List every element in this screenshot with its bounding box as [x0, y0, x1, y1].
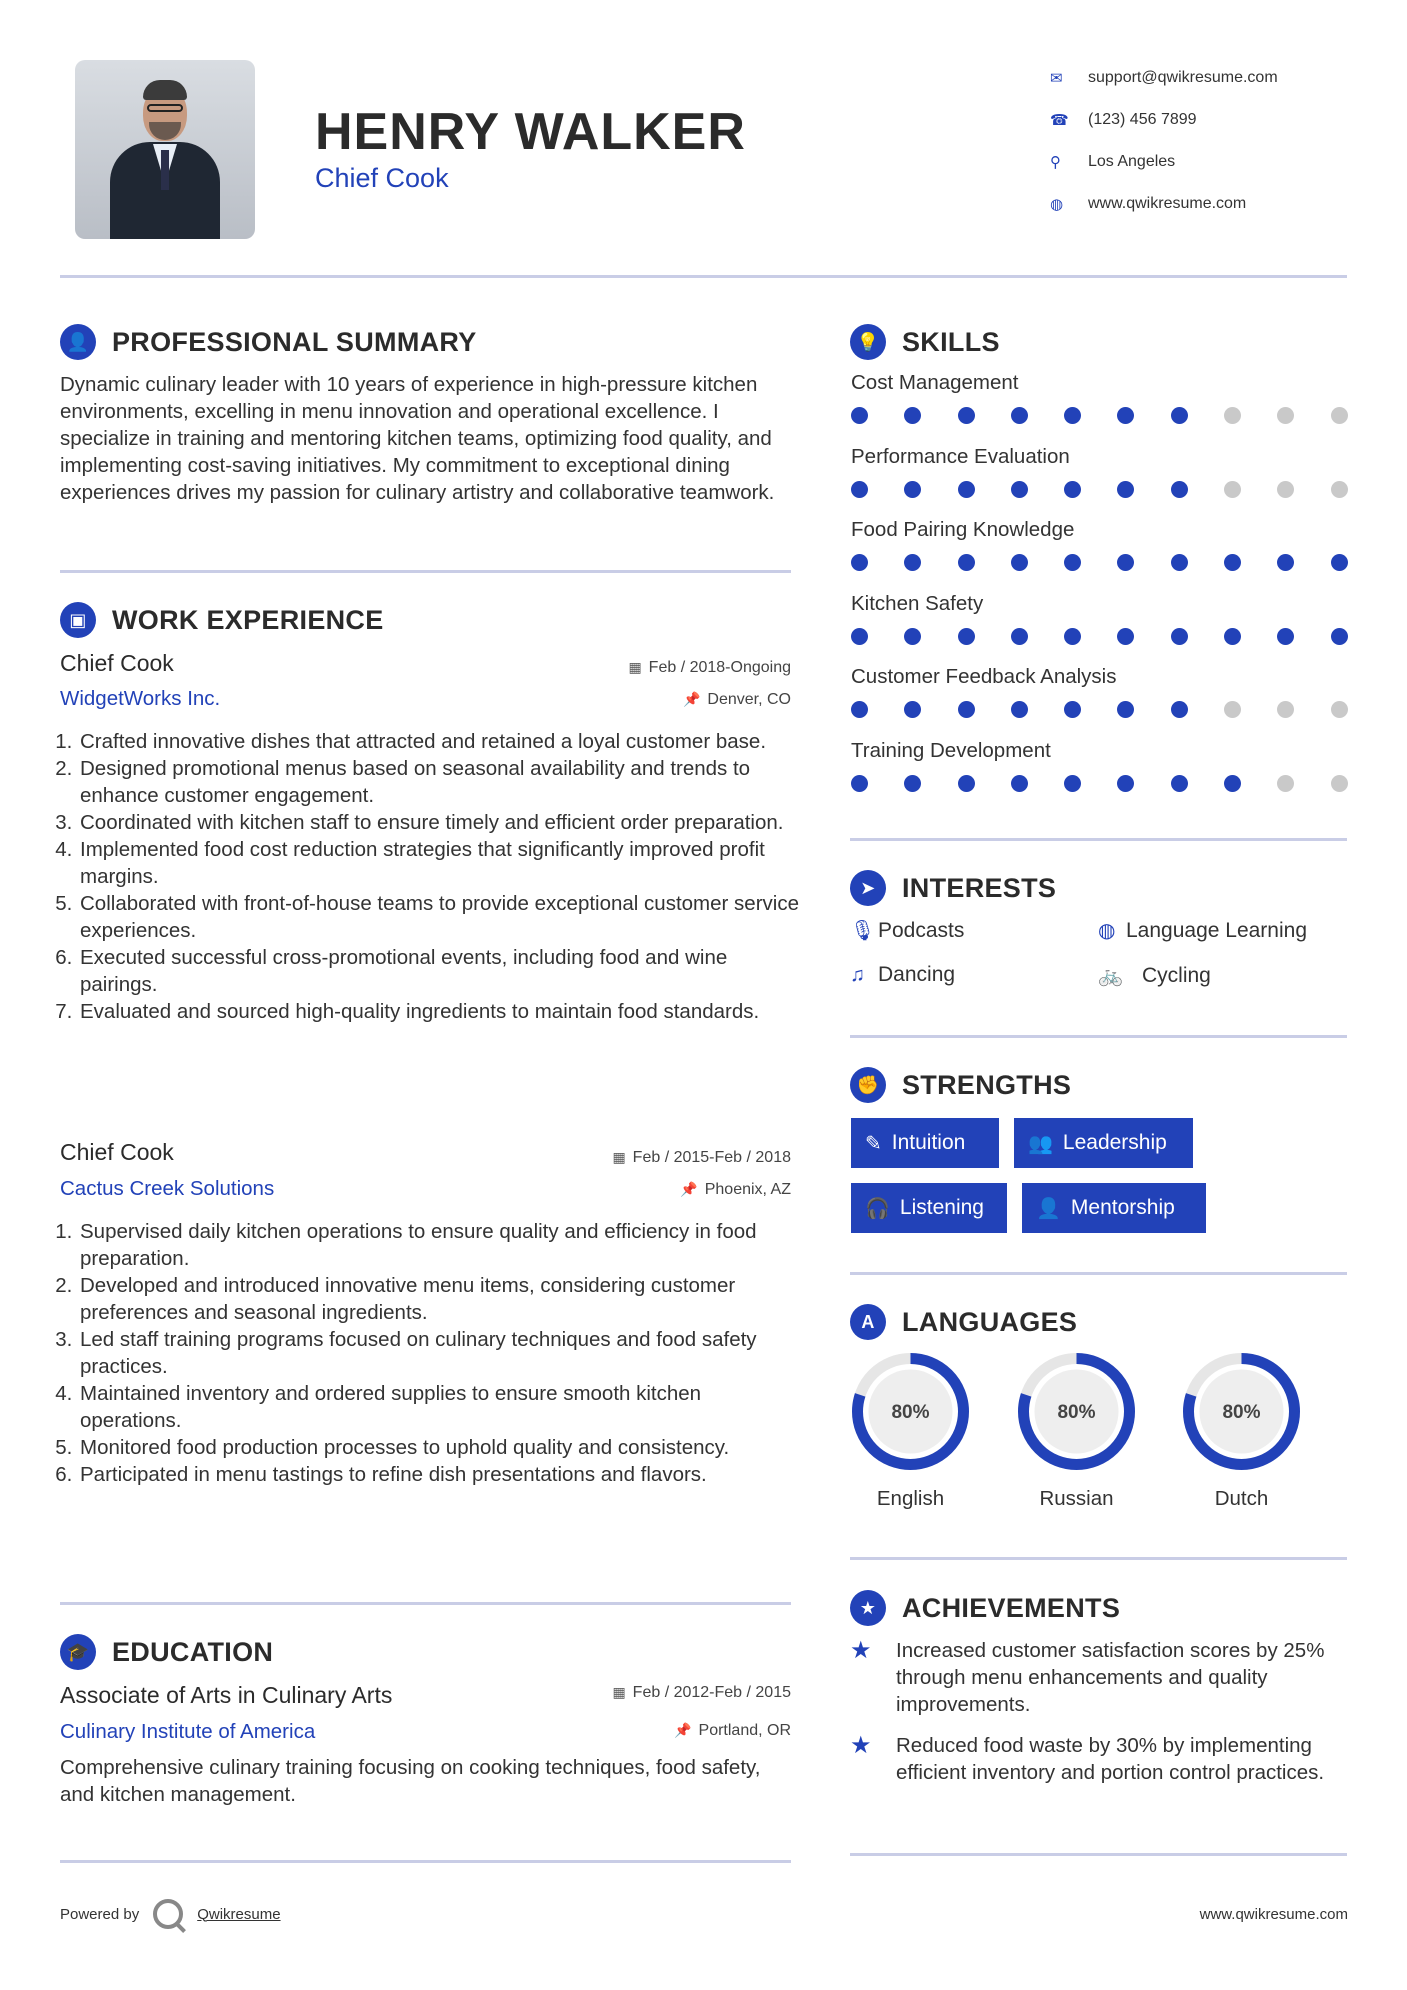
summary-heading: 👤 PROFESSIONAL SUMMARY	[60, 324, 477, 360]
headphones-icon: 🎧	[865, 1197, 890, 1220]
section-divider	[60, 1860, 791, 1863]
calendar-icon: ▦	[612, 1149, 626, 1165]
list-item: 6. Executed successful cross-promotional events, including food and wine pairings.	[78, 944, 800, 998]
achievement-item: ★ Increased customer satisfaction scores by 25% through menu enhancements and quality improvements.	[850, 1637, 1325, 1716]
rating-dot-empty	[1277, 481, 1294, 498]
qwikresume-logo-icon	[153, 1899, 183, 1929]
skill-name: Customer Feedback Analysis	[851, 665, 1117, 688]
location-pin-icon: ⚲	[1050, 154, 1061, 171]
rating-dot-filled	[1171, 701, 1188, 718]
interest-podcasts: 🎙 Podcasts	[850, 918, 965, 942]
interests-heading: ➤ INTERESTS	[850, 870, 1056, 906]
language-name: Russian	[1039, 1487, 1114, 1510]
envelope-icon: ✉	[1050, 70, 1063, 87]
rating-dot-empty	[1224, 481, 1241, 498]
list-item: 5. Collaborated with front-of-house teams to provide exceptional customer service experiences.	[78, 890, 800, 944]
education-dates: ▦ Feb / 2012-Feb / 2015	[612, 1684, 791, 1701]
list-item: 3. Led staff training programs focused on culinary techniques and food safety practices.	[78, 1326, 800, 1380]
profile-photo	[75, 60, 255, 239]
rating-dot-filled	[1331, 554, 1348, 571]
paper-plane-icon: ➤	[850, 870, 886, 906]
skill-name: Kitchen Safety	[851, 591, 984, 615]
rating-dot-filled	[904, 628, 921, 645]
rating-dot-filled	[1117, 775, 1134, 792]
graduation-icon: 🎓	[60, 1634, 96, 1670]
microphone-icon: 🎙	[850, 920, 876, 942]
pushpin-icon: 📌	[674, 1722, 692, 1738]
section-divider	[850, 1557, 1347, 1560]
skill-rating	[851, 628, 1348, 645]
skill-name: Training Development	[851, 738, 1051, 762]
strength-tag: 🎧 Listening	[851, 1183, 1007, 1233]
achievements-heading: ★ ACHIEVEMENTS	[850, 1590, 1120, 1626]
resume-header	[0, 0, 1407, 280]
achievement-item: ★ Reduced food waste by 30% by implementing efficient inventory and portion control practices.	[850, 1732, 1325, 1784]
contact-phone[interactable]: ☎ (123) 456 7899	[1050, 111, 1197, 129]
rating-dot-filled	[1064, 554, 1081, 571]
school-name: Culinary Institute of America	[60, 1720, 316, 1743]
rating-dot-filled	[1011, 554, 1028, 571]
user-icon: 👤	[60, 324, 96, 360]
rating-dot-filled	[1224, 775, 1241, 792]
header-divider	[60, 275, 1347, 278]
rating-dot-filled	[1011, 701, 1028, 718]
rating-dot-empty	[1224, 701, 1241, 718]
list-item: 4. Maintained inventory and ordered supplies to ensure smooth kitchen operations.	[78, 1380, 800, 1434]
rating-dot-filled	[1277, 554, 1294, 571]
job-dates: ▦ Feb / 2015-Feb / 2018	[612, 1149, 791, 1166]
rating-dot-filled	[904, 775, 921, 792]
job-responsibilities	[60, 1218, 800, 1488]
rating-dot-filled	[1171, 775, 1188, 792]
list-item: 2. Designed promotional menus based on seasonal availability and trends to enhance customer engagement.	[78, 755, 800, 809]
list-item: 5. Monitored food production processes to uphold quality and consistency.	[78, 1434, 800, 1461]
languages-heading: A LANGUAGES	[850, 1304, 1077, 1340]
job-location: 📌 Denver, CO	[682, 691, 791, 708]
rating-dot-filled	[1064, 701, 1081, 718]
contact-email[interactable]: ✉ support@qwikresume.com	[1050, 69, 1278, 87]
job-location: 📌 Phoenix, AZ	[680, 1181, 791, 1198]
section-divider	[850, 1853, 1347, 1856]
language-name: English	[876, 1487, 945, 1510]
list-item: 3. Coordinated with kitchen staff to ensure timely and efficient order preparation.	[78, 809, 800, 836]
list-item: 7. Evaluated and sourced high-quality ingredients to maintain food standards.	[78, 998, 800, 1025]
degree-title: Associate of Arts in Culinary Arts	[60, 1682, 393, 1708]
rating-dot-filled	[1117, 628, 1134, 645]
skills-heading: 💡 SKILLS	[850, 324, 1000, 360]
rating-dot-filled	[904, 701, 921, 718]
candidate-title: Chief Cook	[315, 163, 449, 193]
footer-url[interactable]: www.qwikresume.com	[1199, 1906, 1348, 1923]
rating-dot-filled	[1117, 407, 1134, 424]
rating-dot-filled	[1171, 628, 1188, 645]
star-icon: ★	[850, 1637, 872, 1664]
skill-name: Cost Management	[851, 371, 1019, 394]
rating-dot-filled	[1171, 554, 1188, 571]
candidate-name: HENRY WALKER	[315, 103, 746, 161]
star-badge-icon: ★	[850, 1590, 886, 1626]
education-heading: 🎓 EDUCATION	[60, 1634, 273, 1670]
rating-dot-empty	[1277, 701, 1294, 718]
language-progress-ring	[1016, 1351, 1137, 1472]
rating-dot-filled	[851, 775, 868, 792]
rating-dot-filled	[851, 481, 868, 498]
rating-dot-filled	[1117, 554, 1134, 571]
fist-icon: ✊	[850, 1067, 886, 1103]
section-divider	[60, 1602, 791, 1605]
contact-location: ⚲ Los Angeles	[1050, 153, 1176, 171]
language-percent: 80%	[891, 1402, 930, 1423]
skill-rating	[851, 775, 1348, 792]
rating-dot-filled	[904, 407, 921, 424]
list-item: 1. Crafted innovative dishes that attracted and retained a loyal customer base.	[78, 728, 800, 755]
language-progress-ring	[850, 1351, 971, 1472]
language-progress-ring	[1181, 1351, 1302, 1472]
list-item: 1. Supervised daily kitchen operations to ensure quality and efficiency in food preparation.	[78, 1218, 800, 1272]
summary-text: Dynamic culinary leader with 10 years of experience in high-pressure kitchen environments, excelling in menu innovation and operational excellence. I specialize in training and mentoring kitchen teams, optimizing food quality, and implementing cost-saving initiatives. My commitment to exceptional dining experiences drives my passion for culinary artistry and collaborative teamwork.	[60, 373, 775, 504]
rating-dot-empty	[1277, 407, 1294, 424]
rating-dot-filled	[1224, 628, 1241, 645]
strengths-heading: ✊ STRENGTHS	[850, 1067, 1071, 1103]
rating-dot-empty	[1224, 407, 1241, 424]
rating-dot-empty	[1331, 775, 1348, 792]
rating-dot-filled	[1011, 481, 1028, 498]
skill-rating	[851, 407, 1348, 424]
rating-dot-filled	[851, 701, 868, 718]
rating-dot-filled	[1331, 628, 1348, 645]
language-percent: 80%	[1222, 1402, 1261, 1423]
interest-language-learning: ◍ Language Learning	[1098, 918, 1308, 942]
music-note-icon: ♫	[850, 963, 865, 986]
rating-dot-filled	[1011, 407, 1028, 424]
bicycle-icon: 🚲	[1098, 965, 1123, 987]
rating-dot-filled	[904, 481, 921, 498]
rating-dot-filled	[1171, 481, 1188, 498]
users-icon: 👥	[1028, 1132, 1053, 1155]
job-title: Chief Cook	[60, 650, 174, 676]
section-divider	[60, 570, 791, 573]
strength-tag: 👤 Mentorship	[1022, 1183, 1206, 1233]
rating-dot-filled	[958, 775, 975, 792]
section-divider	[850, 838, 1347, 841]
list-item: 2. Developed and introduced innovative menu items, considering customer preferences and seasonal ingredients.	[78, 1272, 800, 1326]
rating-dot-filled	[1117, 481, 1134, 498]
contact-list	[1050, 57, 1278, 225]
rating-dot-empty	[1277, 775, 1294, 792]
rating-dot-empty	[1331, 701, 1348, 718]
skill-name: Performance Evaluation	[851, 444, 1070, 468]
rating-dot-filled	[851, 628, 868, 645]
pushpin-icon: 📌	[680, 1181, 698, 1197]
experience-heading: ▣ WORK EXPERIENCE	[60, 602, 384, 638]
rating-dot-empty	[1331, 481, 1348, 498]
skill-rating	[851, 701, 1348, 718]
footer-powered-by: Powered by Qwikresume	[60, 1899, 281, 1929]
rating-dot-filled	[958, 628, 975, 645]
job-responsibilities	[60, 728, 800, 1025]
rating-dot-filled	[851, 554, 868, 571]
pushpin-icon: 📌	[682, 691, 701, 707]
rating-dot-filled	[1064, 407, 1081, 424]
job-title: Chief Cook	[60, 1139, 174, 1165]
rating-dot-filled	[958, 407, 975, 424]
rating-dot-empty	[1331, 407, 1348, 424]
globe-icon: ◍	[1050, 196, 1064, 213]
globe-icon: ◍	[1098, 920, 1116, 942]
rating-dot-filled	[851, 407, 868, 424]
section-divider	[850, 1035, 1347, 1038]
rating-dot-filled	[958, 554, 975, 571]
interest-dancing: ♫ Dancing	[850, 963, 956, 986]
rating-dot-filled	[1224, 554, 1241, 571]
user-plus-icon: 👤	[1036, 1197, 1061, 1220]
rating-dot-filled	[1277, 628, 1294, 645]
contact-website[interactable]: ◍ www.qwikresume.com	[1050, 195, 1247, 213]
job-company: Cactus Creek Solutions	[60, 1177, 275, 1200]
education-location: 📌 Portland, OR	[674, 1722, 791, 1739]
rating-dot-filled	[1064, 628, 1081, 645]
education-description: Comprehensive culinary training focusing on cooking techniques, food safety, and kitchen management.	[60, 1756, 761, 1806]
footer-brand-link[interactable]: Qwikresume	[197, 1905, 281, 1923]
rating-dot-filled	[958, 701, 975, 718]
strength-tag: 👥 Leadership	[1014, 1118, 1193, 1168]
rating-dot-filled	[1011, 628, 1028, 645]
language-percent: 80%	[1057, 1402, 1096, 1423]
section-divider	[850, 1272, 1347, 1275]
briefcase-icon: ▣	[60, 602, 96, 638]
rating-dot-filled	[1011, 775, 1028, 792]
rating-dot-filled	[1064, 481, 1081, 498]
strength-tag: ✎ Intuition	[851, 1118, 999, 1168]
rating-dot-filled	[1117, 701, 1134, 718]
lightbulb-icon: 💡	[850, 324, 886, 360]
calendar-icon: ▦	[612, 1684, 626, 1700]
skill-rating	[851, 554, 1348, 571]
language-name: Dutch	[1214, 1487, 1269, 1510]
phone-icon: ☎	[1050, 112, 1069, 129]
magic-wand-icon: ✎	[865, 1132, 882, 1155]
star-icon: ★	[850, 1732, 872, 1759]
rating-dot-filled	[1171, 407, 1188, 424]
list-item: 4. Implemented food cost reduction strategies that significantly improved profit margins.	[78, 836, 800, 890]
job-dates: ▦ Feb / 2018-Ongoing	[628, 659, 791, 676]
job-company: WidgetWorks Inc.	[60, 687, 221, 710]
rating-dot-filled	[904, 554, 921, 571]
skill-name: Food Pairing Knowledge	[851, 518, 1075, 541]
list-item: 6. Participated in menu tastings to refine dish presentations and flavors.	[78, 1461, 800, 1488]
rating-dot-filled	[958, 481, 975, 498]
calendar-icon: ▦	[628, 659, 642, 675]
rating-dot-filled	[1064, 775, 1081, 792]
language-icon: A	[850, 1304, 886, 1340]
interest-cycling: 🚲 Cycling	[1098, 963, 1211, 987]
skill-rating	[851, 481, 1348, 498]
